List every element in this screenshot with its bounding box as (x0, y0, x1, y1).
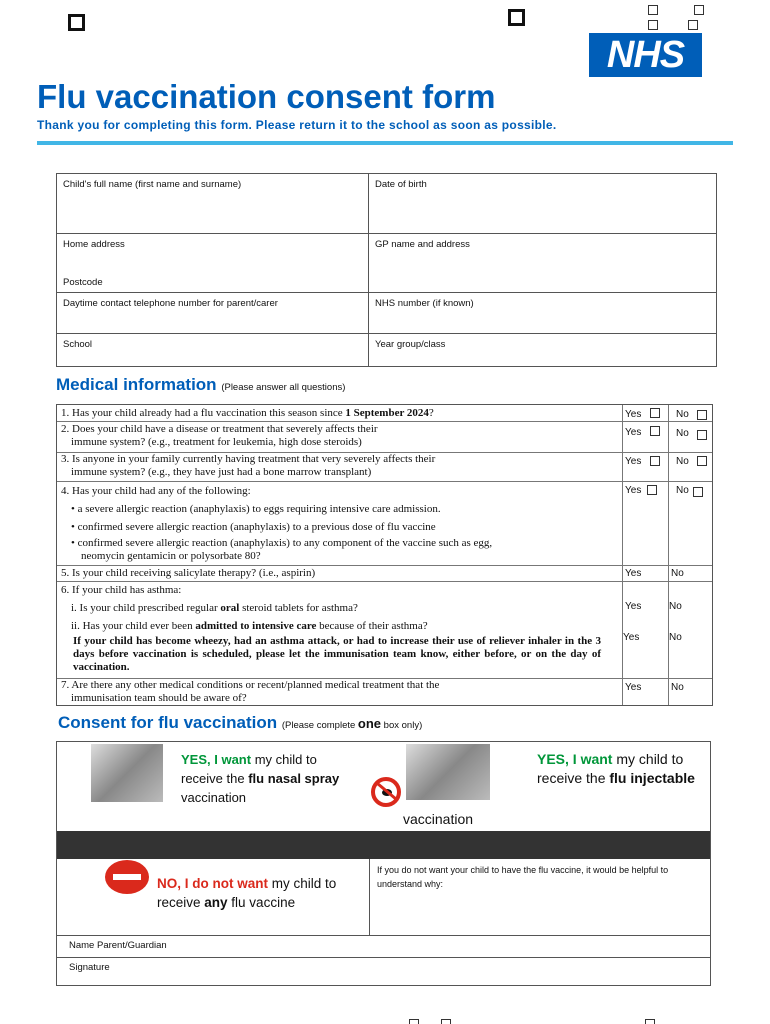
q1-no-checkbox[interactable] (697, 410, 707, 420)
question-1-text: 1. Has your child already had a flu vaccination this season since (61, 407, 346, 419)
nasal-spray-photo (91, 744, 163, 802)
question-2-line2: immune system? (e.g., treatment for leukemia, high dose steroids) (71, 436, 362, 448)
form-checkbox[interactable] (409, 1019, 419, 1024)
question-6i (71, 602, 358, 615)
form-checkbox[interactable] (694, 5, 704, 15)
injectable-text: my child to receive the (537, 751, 684, 786)
injectable-yes: YES, I want (537, 751, 613, 767)
q3-yes: Yes (625, 456, 642, 467)
details-table (56, 173, 717, 367)
q4-yes-checkbox[interactable] (647, 485, 657, 495)
asthma-warning: If your child has become wheezy, had an asthma attack, or had to increase their use of reliever inhaler in the 3 days before vaccination is scheduled, please let the immunisation team know, either before, or on the day of vaccination. (73, 635, 601, 673)
form-checkbox[interactable] (68, 14, 85, 31)
year-group-label: Year group/class (375, 339, 446, 350)
question-6ii-bold: admitted to intensive care (195, 620, 317, 632)
q3-yes-checkbox[interactable] (650, 456, 660, 466)
phone-field[interactable] (57, 293, 369, 334)
q6ii-no: No (669, 632, 682, 643)
phone-label: Daytime contact telephone number for parent/carer (63, 298, 278, 309)
q7-no: No (671, 682, 684, 693)
nasal-spray-option[interactable] (181, 750, 361, 807)
question-6ii (71, 620, 428, 633)
gp-label: GP name and address (375, 239, 470, 250)
q5-yes: Yes (625, 568, 642, 579)
consent-note-end: box only) (381, 720, 423, 731)
nasal-end: vaccination (181, 790, 247, 805)
year-group-field[interactable] (369, 334, 716, 366)
no-entry-icon (105, 860, 149, 894)
form-checkbox[interactable] (645, 1019, 655, 1024)
question-6ii-end: because of their asthma? (316, 620, 428, 632)
form-checkbox[interactable] (648, 5, 658, 15)
q6ii-yes: Yes (623, 632, 640, 643)
gp-field[interactable] (369, 234, 716, 293)
question-6i-text: i. Is your child prescribed regular (71, 602, 221, 614)
question-4-item-1: • a severe allergic reaction (anaphylaxis) to eggs requiring intensive care admission. (71, 503, 441, 515)
question-2 (61, 423, 378, 449)
injectable-option[interactable] (537, 750, 697, 788)
consent-heading (58, 713, 422, 733)
nhs-number-label: NHS number (if known) (375, 298, 474, 309)
form-checkbox[interactable] (648, 20, 658, 30)
question-6i-end: steroid tablets for asthma? (239, 602, 358, 614)
header-rule (37, 141, 733, 145)
form-checkbox[interactable] (688, 20, 698, 30)
injectable-end: vaccination (403, 811, 474, 827)
signature-field[interactable]: Signature (69, 962, 110, 973)
question-6i-bold: oral (220, 602, 240, 614)
question-3-line2: immune system? (e.g., they have just had a bone marrow transplant) (71, 466, 372, 478)
question-4 (61, 485, 492, 563)
form-checkbox[interactable] (508, 9, 525, 26)
question-3-line1: 3. Is anyone in your family currently having treatment that very severely affects their (61, 453, 436, 465)
consent-heading-text: Consent for flu vaccination (58, 713, 278, 732)
q1-no: No (676, 409, 689, 420)
question-2-line1: 2. Does your child have a disease or treatment that severely affects their (61, 423, 378, 435)
question-6: 6. If your child has asthma: (61, 584, 182, 596)
question-7-line2: immunisation team should be aware of? (71, 692, 247, 704)
question-1 (61, 407, 434, 420)
injection-photo (406, 744, 490, 800)
injectable-bold: flu injectable (609, 770, 695, 786)
guardian-name-field[interactable]: Name Parent/Guardian (69, 940, 167, 951)
no-egg-icon (371, 777, 401, 807)
nasal-text: my child to receive the (181, 752, 317, 786)
question-7 (61, 679, 439, 705)
nasal-bold: flu nasal spray (248, 771, 340, 786)
q1-yes: Yes (625, 409, 642, 420)
school-field[interactable] (57, 334, 369, 366)
question-1-date: 1 September 2024 (345, 407, 429, 419)
q2-yes: Yes (625, 427, 642, 438)
child-name-label: Child's full name (first name and surname) (63, 179, 242, 190)
q4-no-checkbox[interactable] (693, 487, 703, 497)
decline-end: flu vaccine (227, 895, 296, 910)
medical-heading (56, 375, 345, 395)
q5-no: No (671, 568, 684, 579)
q4-yes: Yes (625, 485, 642, 496)
question-3 (61, 453, 435, 479)
school-label: School (63, 339, 93, 350)
medical-note: (Please answer all questions) (221, 382, 346, 393)
q2-no: No (676, 428, 689, 439)
consent-note-one: one (357, 716, 382, 731)
decline-reason-field[interactable]: If you do not want your child to have the flu vaccine, it would be helpful to understand why: (377, 865, 669, 889)
q2-no-checkbox[interactable] (697, 430, 707, 440)
q6i-yes: Yes (625, 601, 642, 612)
child-name-field[interactable] (57, 174, 369, 234)
question-4-item-3-cont: neomycin gentamicin or polysorbate 80? (81, 550, 261, 562)
nasal-yes: YES, I want (181, 752, 252, 767)
decline-bold: any (204, 895, 228, 910)
dob-label: Date of birth (375, 179, 427, 190)
question-6ii-text: ii. Has your child ever been (71, 620, 196, 632)
question-4-item-2: • confirmed severe allergic reaction (anaphylaxis) to a previous dose of flu vaccine (71, 521, 436, 533)
q7-yes: Yes (625, 682, 642, 693)
q1-yes-checkbox[interactable] (650, 408, 660, 418)
q6i-no: No (669, 601, 682, 612)
postcode-label: Postcode (63, 277, 103, 288)
decline-no: NO, I do not want (157, 876, 268, 891)
form-checkbox[interactable] (441, 1019, 451, 1024)
page-subtitle: Thank you for completing this form. Please return it to the school as soon as possible. (37, 118, 557, 132)
question-4-text: 4. Has your child had any of the following: (61, 485, 251, 497)
divider-band (57, 831, 710, 859)
medical-table (56, 404, 713, 706)
question-4-item-3: • confirmed severe allergic reaction (anaphylaxis) to any component of the vaccine such as egg, (71, 537, 493, 549)
home-address-label: Home address (63, 239, 125, 250)
q3-no: No (676, 456, 689, 467)
consent-note: (Please complete (281, 720, 358, 731)
nhs-logo: NHS (589, 33, 702, 77)
dob-field[interactable] (369, 174, 716, 234)
consent-box (56, 741, 711, 986)
question-7-line1: 7. Are there any other medical conditions or recent/planned medical treatment that the (61, 679, 440, 691)
q2-yes-checkbox[interactable] (650, 426, 660, 436)
question-1-mark: ? (428, 407, 434, 419)
page-title: Flu vaccination consent form (37, 78, 496, 115)
home-address-field[interactable] (57, 234, 369, 293)
q3-no-checkbox[interactable] (697, 456, 707, 466)
decline-option[interactable] (157, 874, 369, 912)
nhs-number-field[interactable] (369, 293, 716, 334)
q4-no: No (676, 485, 689, 496)
question-5: 5. Is your child receiving salicylate therapy? (i.e., aspirin) (61, 567, 316, 579)
medical-heading-text: Medical information (56, 375, 217, 394)
decline-text: my child to receive (157, 876, 337, 910)
